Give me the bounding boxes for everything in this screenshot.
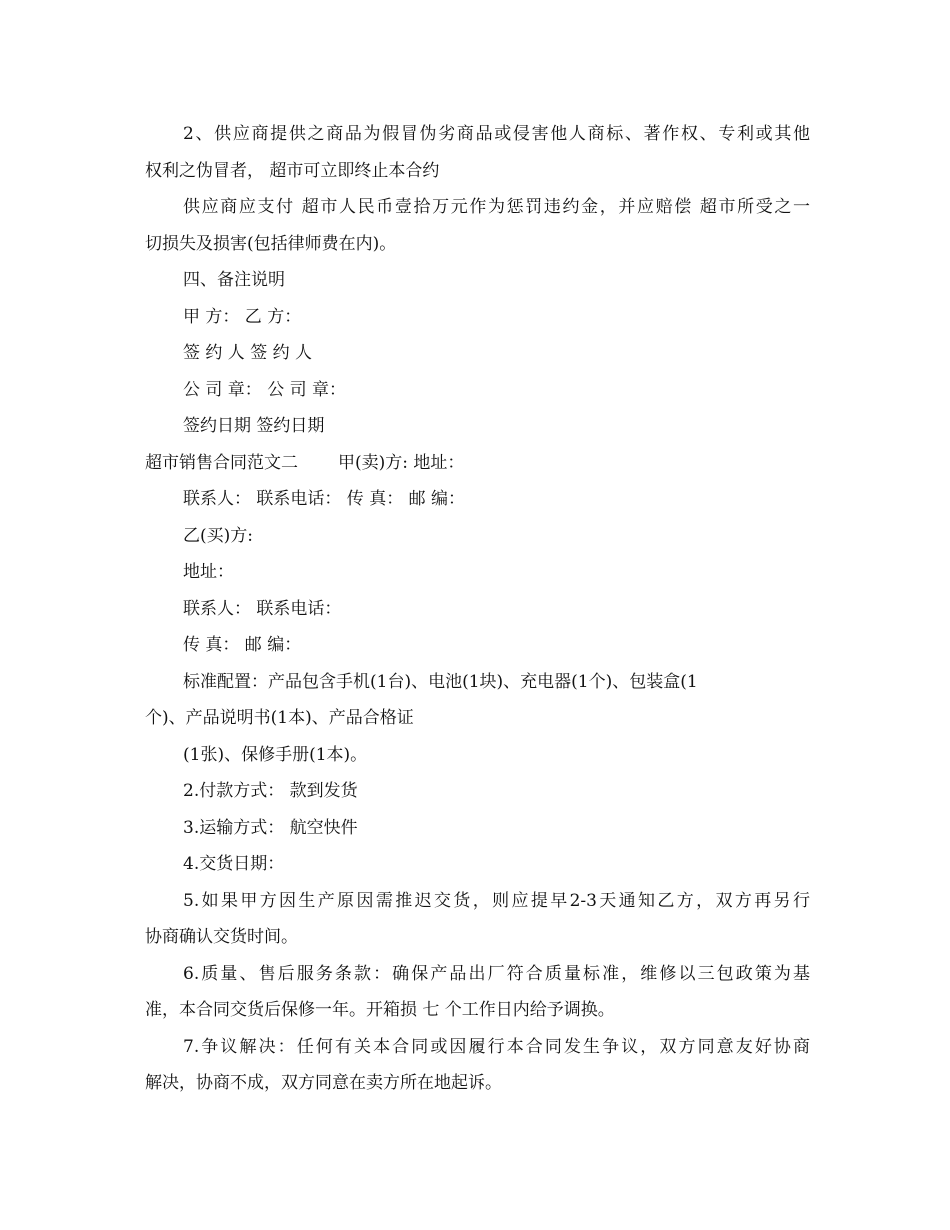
- text-line: 个)、产品说明书(1本)、产品合格证: [145, 708, 414, 728]
- text-line: 6.质量、售后服务条款：确保产品出厂符合质量标准，维修以三包政策为基: [183, 963, 810, 984]
- text-line: 协商确认交货时间。: [145, 927, 298, 947]
- text-line: 2.付款方式： 款到发货: [183, 781, 358, 801]
- text-line: 5.如果甲方因生产原因需推迟交货，则应提早2-3天通知乙方，双方再另行: [183, 890, 810, 911]
- text-line: 4.交货日期：: [183, 854, 285, 874]
- text-line: 3.运输方式： 航空快件: [183, 817, 358, 838]
- text-line: 准，本合同交货后保修一年。开箱损 七 个工作日内给予调换。: [145, 1000, 615, 1020]
- text-line: 公 司 章： 公 司 章：: [183, 379, 347, 400]
- text-line: 地址：: [183, 562, 234, 582]
- document-body: [145, 116, 810, 1102]
- text-line: 7.争议解决：任何有关本合同或因履行本合同发生争议，双方同意友好协商: [183, 1036, 810, 1057]
- text-line: 供应商应支付 超市人民币壹拾万元作为惩罚违约金，并应赔偿 超市所受之一: [183, 197, 810, 217]
- contract-heading-line: [145, 445, 810, 482]
- text-line: 联系人： 联系电话： 传 真： 邮 编：: [183, 489, 466, 509]
- text-line: 签约日期 签约日期: [183, 416, 325, 436]
- section-heading: 四、备注说明: [183, 270, 285, 290]
- text-line: 权利之伪冒者， 超市可立即终止本合约: [145, 160, 440, 181]
- contract-title: 超市销售合同范文二: [145, 452, 298, 473]
- text-line: 传 真： 邮 编：: [183, 635, 302, 655]
- party-a-label: 甲(卖)方: 地址：: [338, 452, 465, 473]
- text-line: 切损失及损害(包括律师费在内)。: [145, 233, 397, 254]
- text-line: (1张)、保修手册(1本)。: [183, 744, 368, 765]
- text-line: 甲 方： 乙 方：: [183, 306, 302, 327]
- text-line: 解决，协商不成，双方同意在卖方所在地起诉。: [145, 1073, 502, 1093]
- text-line: 标准配置：产品包含手机(1台)、电池(1块)、充电器(1个)、包装盒(1: [183, 671, 698, 692]
- text-line: 2、供应商提供之商品为假冒伪劣商品或侵害他人商标、著作权、专利或其他: [183, 124, 810, 144]
- text-line: 乙(买)方:: [183, 525, 253, 546]
- text-line: 联系人： 联系电话：: [183, 598, 342, 619]
- text-line: 签 约 人 签 约 人: [183, 343, 313, 363]
